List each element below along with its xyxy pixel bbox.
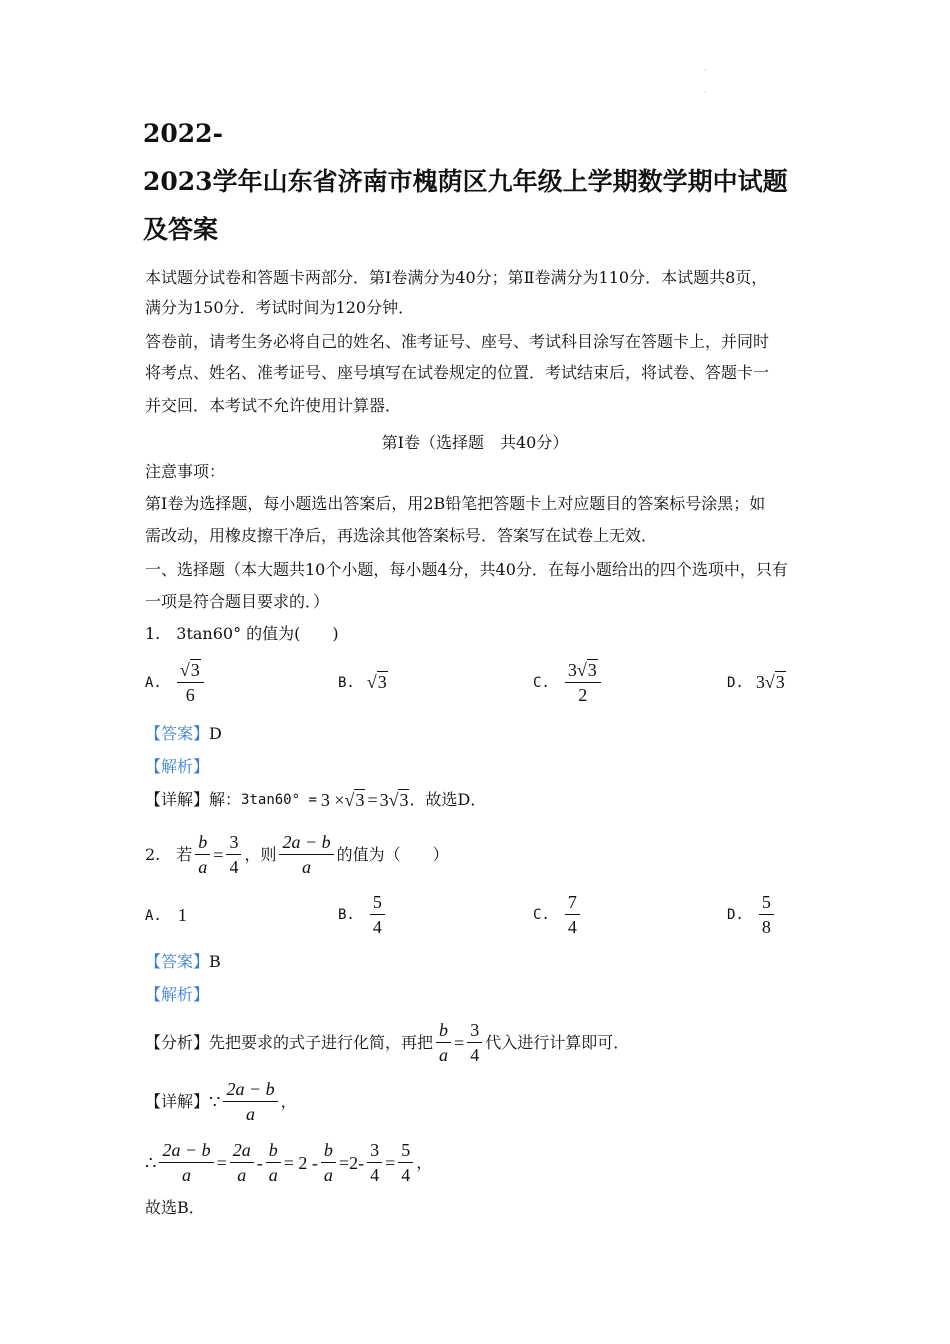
- option-label: A.: [145, 674, 162, 691]
- option-label: A.: [145, 907, 162, 924]
- fraction: $\frac{2a}{a}$: [230, 1138, 254, 1187]
- fraction: $\frac{3√3}{2}$: [565, 658, 601, 707]
- intro-line: 满分为150分．考试时间为120分钟．: [145, 298, 415, 317]
- option-label: D.: [727, 906, 744, 923]
- detail-tag: 【详解】: [145, 1091, 210, 1111]
- answer-tag: 【答案】: [145, 724, 210, 743]
- q2-answer: [145, 952, 221, 972]
- q2-detail-given: 【详解】 ∵ $\frac{2a - b}{a}$ ，: [145, 1079, 297, 1124]
- notice-text: 需改动，用橡皮擦干净后，再选涂其他答案标号．答案写在试卷上无效．: [145, 526, 658, 545]
- q2-option-d: [727, 890, 777, 939]
- option-label: C.: [533, 674, 550, 691]
- option-label: D.: [727, 674, 744, 691]
- title-line-1: 2022-: [143, 119, 223, 148]
- title-line-3: 及答案: [143, 215, 219, 244]
- intro-line: 并交回．本考试不允许使用计算器．: [145, 396, 402, 415]
- question-1-stem: 1. 3tan60° 的值为( ): [145, 624, 339, 643]
- option-label: C.: [533, 906, 550, 923]
- notice-text: 第Ⅰ卷为选择题，每小题选出答案后，用2B铅笔把答题卡上对应题目的答案标号涂黑；如: [145, 494, 766, 513]
- q1-option-c: [533, 658, 604, 707]
- notice-label: 注意事项：: [145, 462, 226, 481]
- section-heading: 第Ⅰ卷（选择题 共40分）: [381, 433, 569, 452]
- fraction: $\frac{2a - b}{a}$: [279, 830, 333, 879]
- q2-detail-steps: ∴ $\frac{2a - b}{a}$ = $\frac{2a}{a}$ - $\frac{b}{a}$ = 2 - $\frac{b}{a}$ =2- $\frac{3}{4}$ = $\frac{5}{4}$ ，: [145, 1140, 433, 1185]
- fraction: $\frac{3}{4}$: [467, 1018, 482, 1067]
- q1-option-b: [338, 672, 388, 693]
- because-symbol: ∵: [209, 1091, 221, 1112]
- detail-tag: 【详解】: [145, 790, 210, 809]
- q2-conclusion: 故选B．: [145, 1198, 205, 1217]
- fraction: $\frac{b}{a}$: [436, 1018, 451, 1067]
- fraction: $\frac{5}{4}$: [370, 890, 385, 939]
- fraction: $\frac{b}{a}$: [195, 830, 210, 879]
- part-heading: 一项是符合题目要求的．）: [145, 592, 330, 611]
- q2-option-c: [533, 890, 583, 939]
- q1-option-d: [727, 672, 786, 693]
- fraction: $\frac{7}{4}$: [565, 890, 580, 939]
- intro-line: 本试题分试卷和答题卡两部分．第Ⅰ卷满分为40分；第Ⅱ卷满分为110分．本试题共8页，: [145, 268, 768, 287]
- fraction: $\frac{b}{a}$: [321, 1138, 336, 1187]
- fraction: $\frac{3}{4}$: [367, 1138, 382, 1187]
- option-label: B.: [338, 906, 355, 923]
- intro-line: 答卷前，请考生务必将自己的姓名、准考证号、座号、考试科目涂写在答题卡上，并同时: [145, 332, 770, 351]
- fraction: $\frac{2a - b}{a}$: [223, 1077, 277, 1126]
- analysis-tag: 【解析】: [145, 757, 210, 776]
- option-label: B.: [338, 674, 355, 691]
- fenxi-tag: 【分析】: [145, 1032, 210, 1052]
- q2-option-a: A. 1: [145, 905, 187, 925]
- q1-option-a: [145, 658, 207, 707]
- q2-analysis: [145, 985, 209, 1005]
- title-line-2: 2023学年山东省济南市槐荫区九年级上学期数学期中试题: [143, 167, 788, 196]
- analysis-tag: 【解析】: [145, 985, 210, 1004]
- part-heading: 一、选择题（本大题共10个小题，每小题4分，共40分．在每小题给出的四个选项中，只有: [145, 560, 788, 579]
- fraction: $\frac{b}{a}$: [266, 1138, 281, 1187]
- q1-detail: 【详解】 解： 3tan60° = 3 × √3 = 3√3 ．故选D．: [145, 790, 487, 810]
- scan-dot: ·: [704, 88, 707, 97]
- q2-option-b: [338, 890, 388, 939]
- fraction: $\frac{√3}{6}$: [177, 658, 204, 707]
- answer-value: D: [209, 724, 222, 743]
- answer-tag: 【答案】: [145, 952, 210, 971]
- therefore-symbol: ∴: [145, 1152, 157, 1173]
- intro-line: 将考点、姓名、准考证号、座号填写在试卷规定的位置．考试结束后，将试卷、答题卡一: [145, 363, 770, 382]
- fraction: $\frac{5}{8}$: [759, 890, 774, 939]
- q2-fenxi: 【分析】 先把要求的式子进行化简，再把 $\frac{b}{a}$ = $\frac{3}{4}$ 代入进行计算即可．: [145, 1020, 630, 1065]
- answer-value: B: [209, 952, 221, 971]
- fraction: $\frac{5}{4}$: [398, 1138, 413, 1187]
- q1-answer: [145, 724, 222, 744]
- q1-analysis: [145, 757, 209, 777]
- fraction: $\frac{3}{4}$: [226, 830, 241, 879]
- question-2-stem: 2. 若 $\frac{b}{a}$ = $\frac{3}{4}$ ，则 $\frac{2a - b}{a}$ 的值为（ ）: [145, 832, 449, 877]
- scan-dot: ·: [704, 66, 707, 75]
- fraction: $\frac{2a - b}{a}$: [159, 1138, 213, 1187]
- sqrt-expression: √3: [366, 672, 387, 692]
- sqrt-expression: 3√3: [755, 672, 785, 692]
